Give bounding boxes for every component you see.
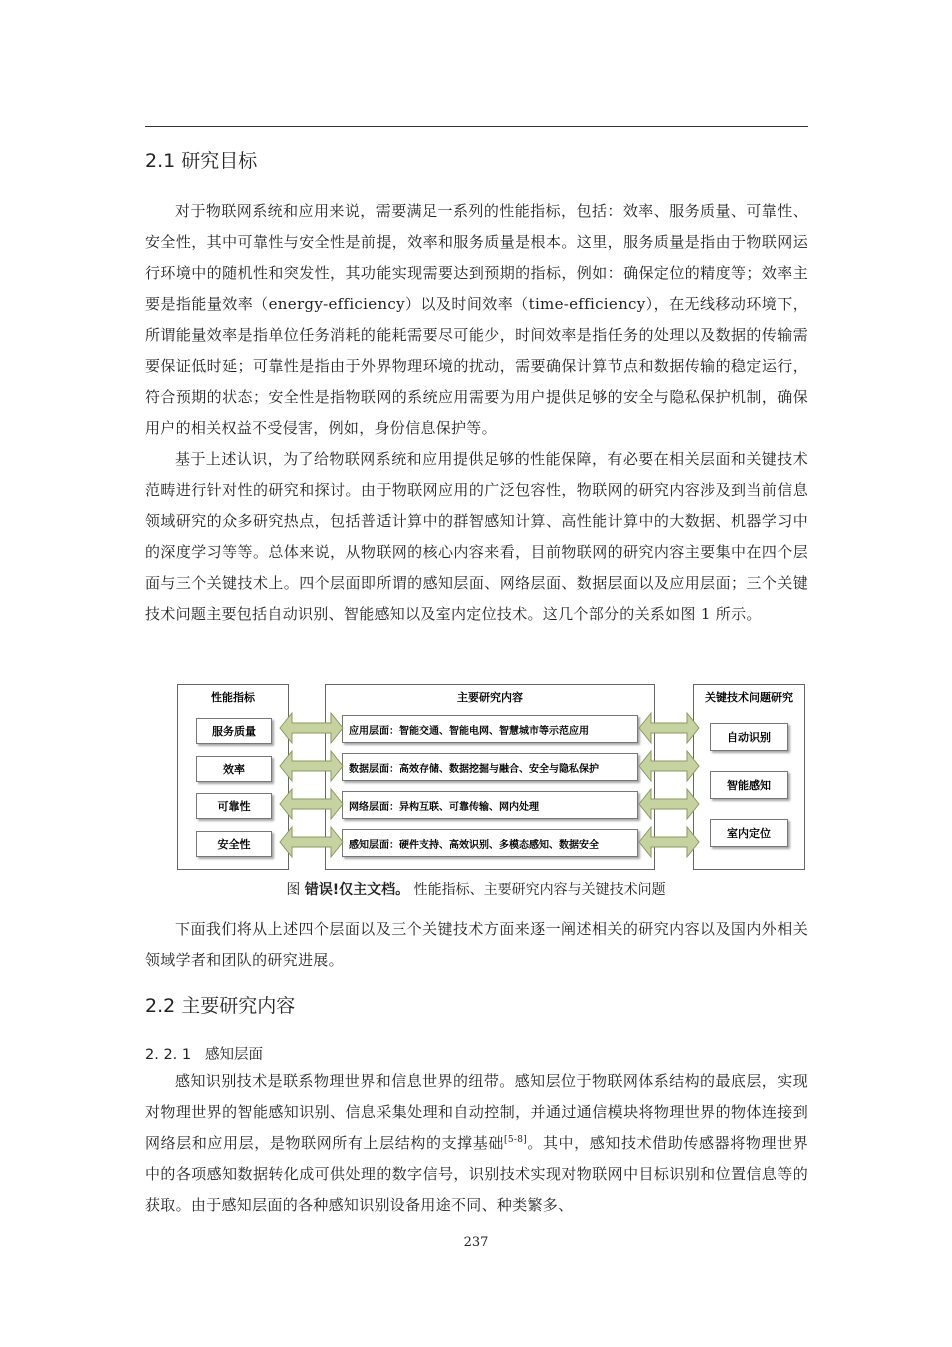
figure-caption	[0, 879, 952, 899]
paragraph-3: 下面我们将从上述四个层面以及三个关键技术方面来逐一阐述相关的研究内容以及国内外相关领域学者和团队的研究进展。	[145, 920, 808, 969]
layer-box-sensing: 感知层面：硬件支持、高效识别、多模态感知、数据安全	[342, 829, 638, 857]
caption-text: 性能指标、主要研究内容与关键技术问题	[409, 882, 666, 898]
tech-box-auto-id: 自动识别	[710, 723, 788, 751]
metric-box-reliability: 可靠性	[196, 793, 272, 819]
double-arrow-right-4	[639, 827, 699, 857]
double-arrow-left-1	[280, 713, 343, 743]
double-arrow-left-2	[280, 751, 343, 781]
citation-ref: [5-8]	[504, 1135, 528, 1145]
paragraph-4-text-a: 感知识别技术是联系物理世界和信息世界的纽带。感知层位于物联网体系结构的最底层，实现对物理世界的智能感知识别、信息采集处理和自动控制，并通过通信模块将物理世界的物体连接到网络层和应用层，是物联网所有上层结构的支撑基础	[145, 1072, 808, 1152]
paragraph-1: 对于物联网系统和应用来说，需要满足一系列的性能指标，包括：效率、服务质量、可靠性、安全性，其中可靠性与安全性是前提，效率和服务质量是根本。这里，服务质量是指由于物联网运行环境中的随机性和突发性，其功能实现需要达到预期的指标，例如：确保定位的精度等；效率主要是指能量效率（energy-efficiency）以及时间效率（time-efficiency），在无线移动环境下，所谓能量效率是指单位任务消耗的能耗需要尽可能少，时间效率是指任务的处理以及数据的传输需要保证低时延；可靠性是指由于外界物理环境的扰动，需要确保计算节点和数据传输的稳定运行，符合预期的状态；安全性是指物联网的系统应用需要为用户提供足够的安全与隐私保护机制，确保用户的相关权益不受侵害，例如，身份信息保护等。	[145, 202, 808, 437]
section-title: 研究目标	[181, 150, 258, 172]
double-arrow-right-1	[639, 713, 699, 743]
tech-box-indoor-positioning: 室内定位	[710, 819, 788, 847]
paragraph-4	[145, 1066, 808, 1221]
section-number: 2.2	[145, 995, 176, 1017]
double-arrow-right-3	[639, 789, 699, 819]
section-heading-2-2-1	[145, 1043, 263, 1064]
section-heading-2-1	[145, 146, 257, 173]
layer-box-data: 数据层面：高效存储、数据挖掘与融合、安全与隐私保护	[342, 753, 638, 781]
caption-error: 错误!仅主文档。	[304, 882, 410, 898]
metric-box-efficiency: 效率	[196, 756, 272, 782]
double-arrow-right-2	[639, 751, 699, 781]
metric-box-qos: 服务质量	[196, 718, 272, 744]
tech-box-smart-sensing: 智能感知	[710, 771, 788, 799]
panel-title: 性能指标	[211, 691, 255, 704]
panel-title: 主要研究内容	[457, 691, 523, 704]
paragraph-2: 基于上述认识，为了给物联网系统和应用提供足够的性能保障，有必要在相关层面和关键技术范畴进行针对性的研究和探讨。由于物联网应用的广泛包容性，物联网的研究内容涉及到当前信息领域研究的众多研究热点，包括普适计算中的群智感知计算、高性能计算中的大数据、机器学习中的深度学习等等。总体来说，从物联网的核心内容来看，目前物联网的研究内容主要集中在四个层面与三个关键技术上。四个层面即所谓的感知层面、网络层面、数据层面以及应用层面；三个关键技术问题主要包括自动识别、智能感知以及室内定位技术。这几个部分的关系如图 1 所示。	[145, 450, 808, 623]
figure-diagram	[177, 684, 805, 870]
double-arrow-left-4	[280, 827, 343, 857]
header-rule	[145, 126, 808, 127]
section-number: 2.1	[145, 150, 176, 172]
section-heading-2-2	[145, 991, 295, 1018]
caption-prefix: 图	[286, 882, 305, 898]
arrows-layer	[177, 684, 805, 870]
layer-box-network: 网络层面：异构互联、可靠传输、网内处理	[342, 791, 638, 819]
section-number: 2. 2. 1	[145, 1047, 192, 1063]
section-title: 感知层面	[204, 1047, 263, 1063]
paragraph-4-text-b: 。其中，感知技术借助传感器将物理世界中的各项感知数据转化成可供处理的数字信号，识别技术实现对物联网中目标识别和位置信息等的获取。由于感知层面的各种感知识别设备用途不同、种类繁多、	[145, 1134, 808, 1214]
page-number: 237	[463, 1235, 489, 1250]
double-arrow-left-3	[280, 789, 343, 819]
metric-box-security: 安全性	[196, 831, 272, 857]
panel-title: 关键技术问题研究	[705, 691, 793, 704]
section-title: 主要研究内容	[181, 995, 296, 1017]
layer-box-application: 应用层面：智能交通、智能电网、智慧城市等示范应用	[342, 715, 638, 743]
